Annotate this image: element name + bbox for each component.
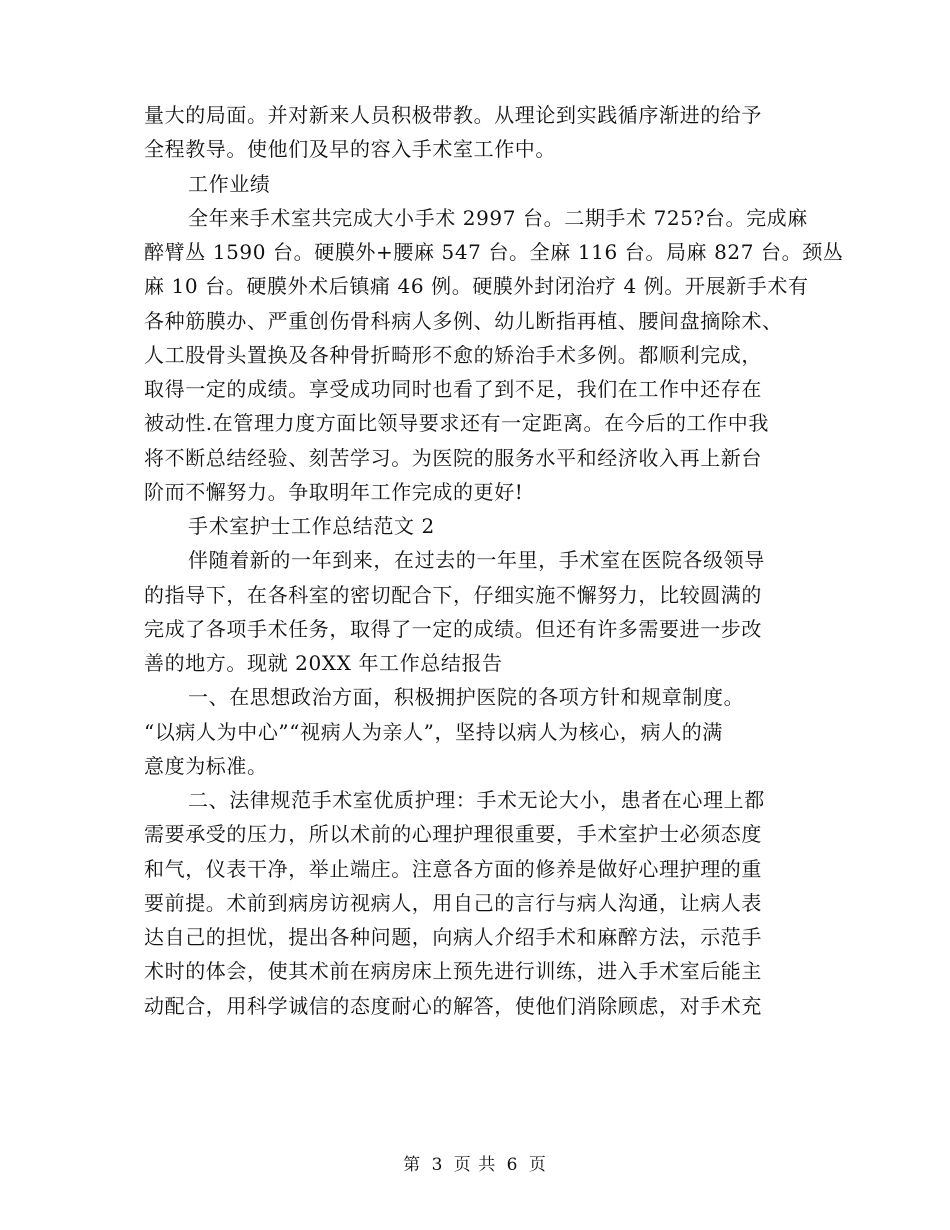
text-line: 各种筋膜办、严重创伤骨科病人多例、幼儿断指再植、腰间盘摘除术、 [144,308,783,333]
text-line: 一、在思想政治方面，积极拥护医院的各项方针和规章制度。 [188,685,745,710]
text-line: 被动性.在管理力度方面比领导要求还有一定距离。在今后的工作中我 [144,411,769,436]
document-body [144,98,844,1023]
text-line: 需要承受的压力，所以术前的心理护理很重要，手术室护士必须态度 [144,822,762,847]
text-line: 善的地方。现就 20XX 年工作总结报告 [144,651,503,675]
text-line: 术时的体会，使其术前在病房床上预先进行训练，进入手术室后能主 [144,959,762,984]
text-line: 手术室护士工作总结范文 2 [188,514,435,538]
page-footer [0,1150,950,1175]
text-line: 阶而不懈努力。争取明年工作完成的更好! [144,479,524,504]
text-line: 完成了各项手术任务，取得了一定的成绩。但还有许多需要进一步改 [144,616,762,641]
footer-prefix: 第 [403,1155,422,1175]
text-line: 的指导下，在各科室的密切配合下，仔细实施不懈努力，比较圆满的 [144,582,762,607]
text-line: 将不断总结经验、刻苦学习。为医院的服务水平和经济收入再上新台 [144,445,762,470]
text-line: 全程教导。使他们及早的容入手术室工作中。 [144,137,556,162]
footer-current-page: 3 [431,1155,444,1175]
text-line: 人工股骨头置换及各种骨折畸形不愈的矫治手术多例。都顺利完成， [144,342,762,367]
footer-middle: 页 共 [453,1155,497,1175]
text-line: 意度为标准。 [144,753,268,778]
text-line: 和气，仪表干净，举止端庄。注意各方面的修养是做好心理护理的重 [144,856,762,881]
text-line: 要前提。术前到病房访视病人，用自己的言行与病人沟通，让病人表 [144,890,762,915]
text-line: 达自己的担忧，提出各种问题，向病人介绍手术和麻醉方法，示范手 [144,925,762,949]
footer-total-pages: 6 [506,1155,519,1175]
text-line: 动配合，用科学诚信的态度耐心的解答，使他们消除顾虑，对手术充 [144,993,762,1018]
text-line: “以病人为中心”“视病人为亲人”，坚持以病人为核心，病人的满 [144,719,723,744]
text-line: 量大的局面。并对新来人员积极带教。从理论到实践循序渐进的给予 [144,103,762,127]
text-line: 醉臂丛 1590 台。硬膜外+腰麻 547 台。全麻 116 台。局麻 827 台。颈丛 [144,240,844,264]
text-line: 二、法律规范手术室优质护理：手术无论大小，患者在心理上都 [188,788,765,812]
footer-suffix: 页 [528,1155,547,1175]
text-line: 取得一定的成绩。享受成功同时也看了到不足，我们在工作中还存在 [144,377,762,401]
text-line: 全年来手术室共完成大小手术 2997 台。二期手术 725?台。完成麻 [188,205,808,230]
text-line: 伴随着新的一年到来，在过去的一年里，手术室在医院各级领导 [188,548,765,573]
text-line: 麻 10 台。硬膜外术后镇痛 46 例。硬膜外封闭治疗 4 例。开展新手术有 [144,274,809,299]
text-line: 工作业绩 [188,171,271,196]
